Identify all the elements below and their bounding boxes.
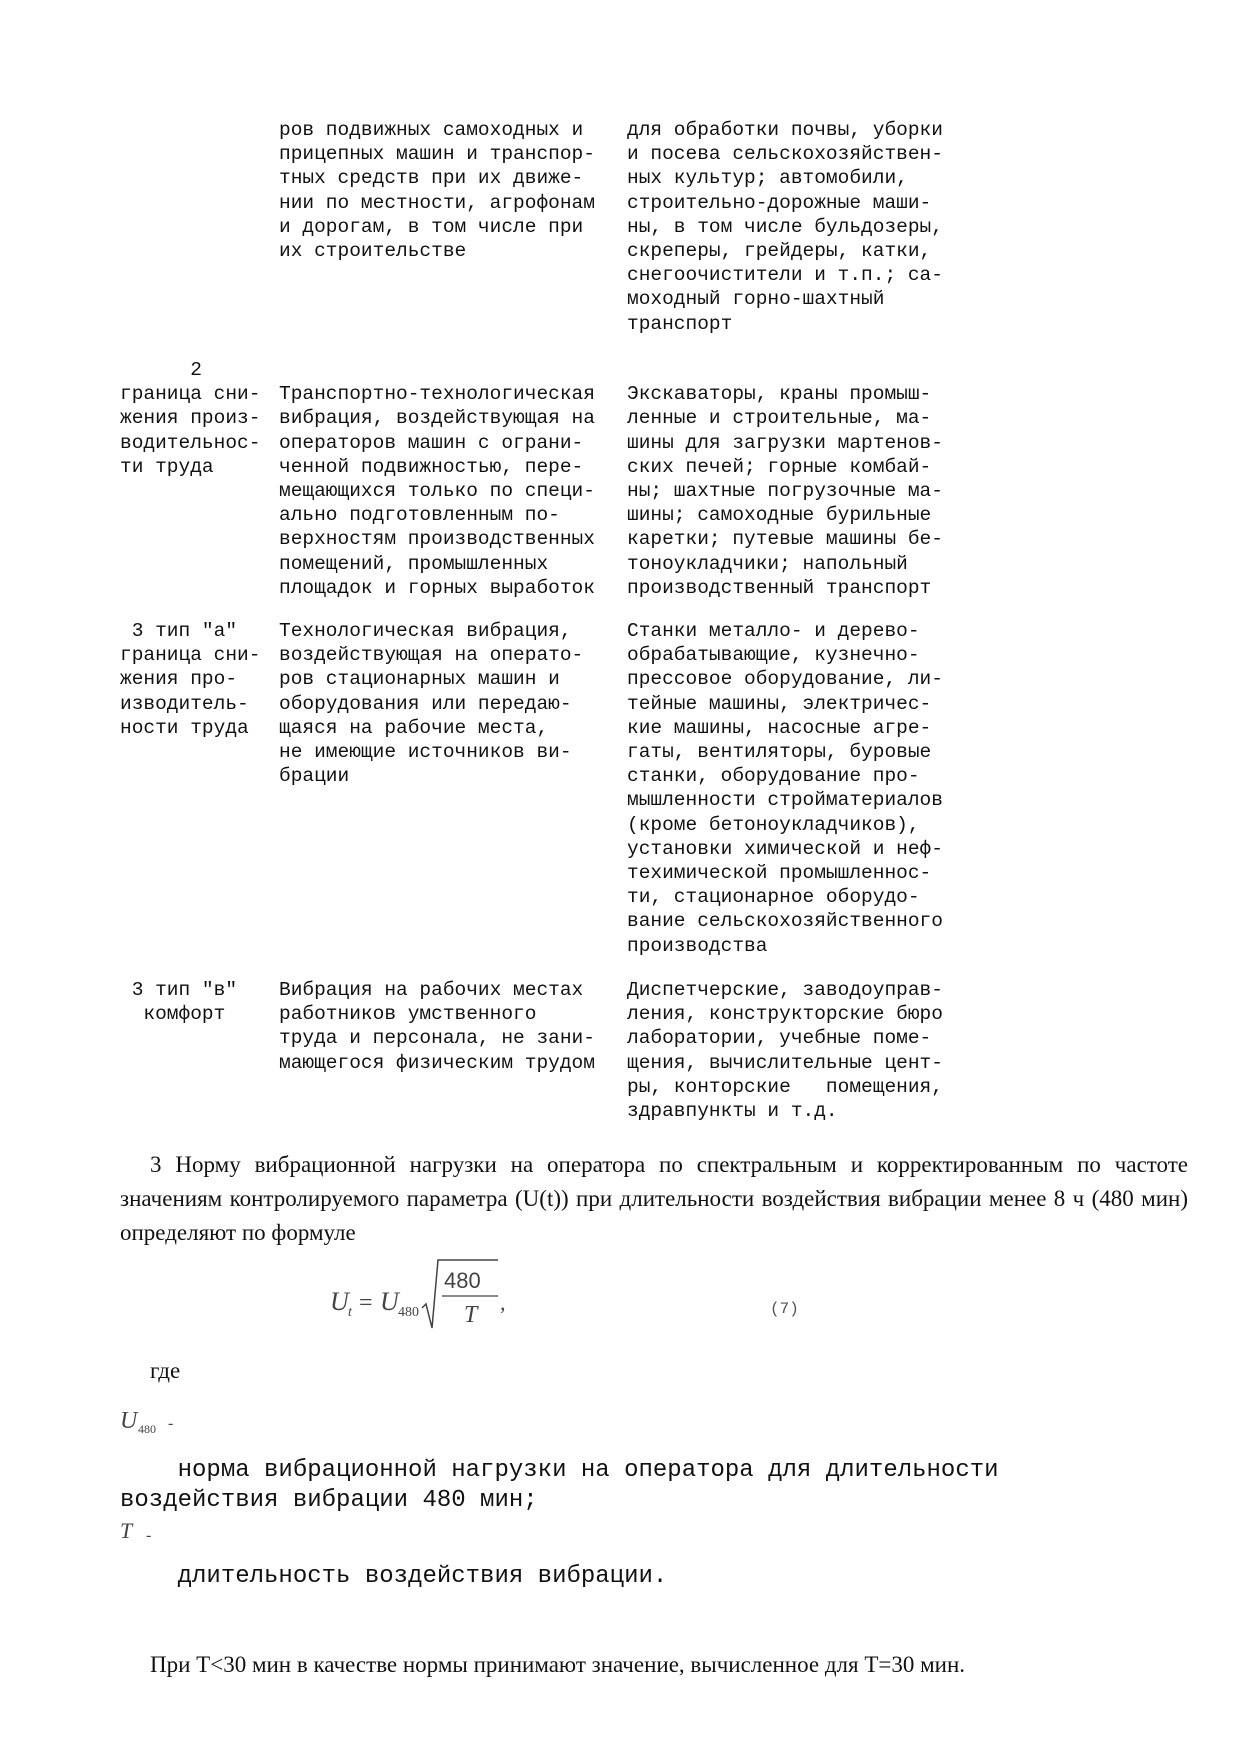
table-line: ти труда <box>120 455 214 478</box>
formula-comma: , <box>500 1290 506 1315</box>
table-line: воздействующая на операто- <box>279 644 584 667</box>
table-line: щаяся на рабочие места, <box>279 716 549 739</box>
row2-col1 <box>120 358 260 479</box>
table-line: тных средств при их движе- <box>279 167 584 190</box>
table-line: и посева сельскохозяйствен- <box>627 143 943 166</box>
table-line: производственный транспорт <box>627 576 932 599</box>
u480-symbol <box>120 1406 190 1441</box>
table-line: Станки металло- и дерево- <box>627 620 920 642</box>
table-line: снегоочистители и т.п.; са- <box>627 264 943 287</box>
table-line: ти, стационарное оборудо- <box>627 886 920 909</box>
table-line: станки, оборудование про- <box>627 765 920 788</box>
table-line: лаборатории, учебные поме- <box>627 1027 932 1050</box>
formula-7 <box>328 1256 508 1339</box>
row3a-col2 <box>279 619 583 788</box>
table-line: работников умственного <box>279 1003 537 1026</box>
table-line: оборудования или передаю- <box>279 692 572 715</box>
formula-number: (7) <box>770 1300 799 1318</box>
table-cont-col3 <box>627 118 943 336</box>
table-cont-col2 <box>279 118 595 263</box>
row3a-col1 <box>120 619 260 740</box>
table-line: мышленности стройматериалов <box>627 789 943 812</box>
table-line: не имеющие источников ви- <box>279 741 572 764</box>
table-line: 3 тип "в" <box>120 979 238 1001</box>
table-line: техимической промышленнос- <box>627 862 932 885</box>
table-line: Диспетчерские, заводоуправ- <box>627 979 943 1001</box>
table-line: изводитель- <box>120 692 249 715</box>
row3v-col3 <box>627 978 943 1123</box>
where-label: где <box>150 1358 181 1383</box>
table-line: и дорогам, в том числе при <box>279 215 584 238</box>
table-line: тоноукладчики; напольный <box>627 552 908 575</box>
table-line: транспорт <box>627 312 733 335</box>
table-line: труда и персонала, не зани- <box>279 1027 595 1050</box>
table-line: ских печей; горные комбай- <box>627 455 932 478</box>
formula-svg <box>328 1256 508 1334</box>
table-line: вибрация, воздействующая на <box>279 407 595 430</box>
table-line: Транспортно-технологическая <box>279 383 595 406</box>
formula-numerator: 480 <box>444 1268 481 1293</box>
table-line: их строительстве <box>279 240 467 263</box>
table-line: комфорт <box>120 1003 226 1026</box>
table-line: ры, конторские помещения, <box>627 1075 943 1098</box>
definition-line: воздействия вибрации 480 мин; <box>120 1487 538 1514</box>
table-line: ны; шахтные погрузочные ма- <box>627 480 943 503</box>
final-paragraph: При T<30 мин в качестве нормы принимают значение, вычисленное для T=30 мин. <box>150 1652 966 1677</box>
u480-dash: - <box>168 1415 174 1432</box>
table-line: мещающихся только по специ- <box>279 480 595 503</box>
table-line: установки химической и неф- <box>627 837 943 860</box>
table-line: ности труда <box>120 716 249 739</box>
table-line: скреперы, грейдеры, катки, <box>627 240 932 263</box>
table-line: верхностям производственных <box>279 528 595 551</box>
table-line: 2 <box>120 359 202 381</box>
definition-line: норма вибрационной нагрузки на оператора для длительности <box>120 1457 999 1484</box>
table-line: граница сни- <box>120 644 261 667</box>
table-line: (кроме бетоноукладчиков), <box>627 813 920 836</box>
row3a-col3 <box>627 619 943 958</box>
formula-rhs: U <box>380 1287 399 1316</box>
t-symbol <box>120 1518 170 1551</box>
t-base: T <box>120 1518 133 1543</box>
t-definition: длительность воздействия вибрации. <box>120 1563 668 1590</box>
row3v-col1 <box>120 978 237 1026</box>
table-line: шины; самоходные бурильные <box>627 504 932 527</box>
table-line <box>279 358 595 382</box>
table-line: тейные машины, электричес- <box>627 692 932 715</box>
table-line: площадок и горных выработок <box>279 576 595 599</box>
table-line: ров подвижных самоходных и <box>279 119 584 141</box>
table-line: жения про- <box>120 668 238 691</box>
table-line: жения произ- <box>120 407 261 430</box>
table-line: Технологическая вибрация, <box>279 620 572 642</box>
table-line: брации <box>279 765 350 788</box>
table-line: вание сельскохозяйственного <box>627 910 943 933</box>
table-line: кие машины, насосные агре- <box>627 716 932 739</box>
table-line: водительнос- <box>120 431 261 454</box>
table-line: Вибрация на рабочих местах <box>279 979 584 1001</box>
formula-equals: = <box>359 1290 373 1316</box>
table-line: прицепных машин и транспор- <box>279 143 595 166</box>
table-line: ченной подвижностью, пере- <box>279 455 584 478</box>
table-line: каретки; путевые машины бе- <box>627 528 943 551</box>
formula-lhs-sub: t <box>348 1305 352 1320</box>
table-line: нии по местности, агрофонам <box>279 191 595 214</box>
table-line: обрабатывающие, кузнечно- <box>627 644 920 667</box>
formula-rhs-sub: 480 <box>398 1305 419 1320</box>
table-line: ально подготовленным по- <box>279 504 560 527</box>
formula-denominator: T <box>464 1302 478 1328</box>
row2-col2 <box>279 358 595 600</box>
paragraph-3-text: 3 Норму вибрационной нагрузки на оператора по спектральным и корректированным по частоте значениям контролируемого параметра (U(t)) при длительности воздействия вибрации менее 8 ч (480 мин) определяют по формуле <box>120 1152 1188 1245</box>
table-line: Экскаваторы, краны промыш- <box>627 383 932 406</box>
row3v-col2 <box>279 978 595 1075</box>
u480-base: U <box>120 1408 138 1434</box>
table-line: ны, в том числе бульдозеры, <box>627 215 943 238</box>
table-line: производства <box>627 934 768 957</box>
table-line: шины для загрузки мартенов- <box>627 431 943 454</box>
table-line: ленные и строительные, ма- <box>627 407 932 430</box>
u480-sub: 480 <box>138 1422 156 1436</box>
table-line: прессовое оборудование, ли- <box>627 668 943 691</box>
table-line: 3 тип "а" <box>120 620 238 642</box>
t-dash: - <box>146 1527 152 1544</box>
row2-col3 <box>627 358 943 600</box>
table-line: моходный горно-шахтный <box>627 288 885 311</box>
table-line: для обработки почвы, уборки <box>627 119 943 141</box>
table-line: гаты, вентиляторы, буровые <box>627 741 932 764</box>
table-line: строительно-дорожные маши- <box>627 191 932 214</box>
table-line: операторов машин с ограни- <box>279 431 584 454</box>
u480-definition <box>120 1456 999 1516</box>
table-line: ных культур; автомобили, <box>627 167 908 190</box>
table-line: граница сни- <box>120 383 261 406</box>
table-line: ров стационарных машин и <box>279 668 560 691</box>
table-line: мающегося физическим трудом <box>279 1051 595 1074</box>
formula-lhs: U <box>330 1287 349 1316</box>
table-line <box>627 358 943 382</box>
table-line: здравпункты и т.д. <box>627 1100 838 1123</box>
table-line: помещений, промышленных <box>279 552 549 575</box>
table-line: щения, вычислительные цент- <box>627 1051 943 1074</box>
table-line: ления, конструкторские бюро <box>627 1003 943 1026</box>
paragraph-3 <box>120 1148 1188 1250</box>
